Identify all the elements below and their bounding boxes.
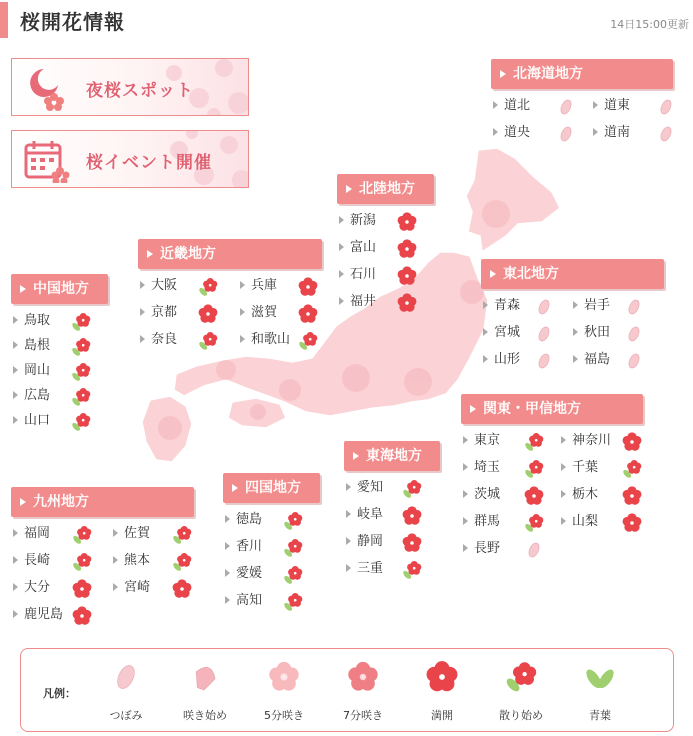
arrow-icon: [561, 490, 566, 498]
pref-name: 徳島: [236, 512, 263, 527]
region-kinki: [138, 239, 322, 356]
pref-item[interactable]: [140, 275, 234, 297]
pref-item[interactable]: [463, 538, 555, 560]
pref-list-hokkaido: [491, 95, 673, 149]
region-chugoku: [11, 274, 108, 435]
pref-name: 道央: [504, 125, 531, 140]
pref-name: 富山: [350, 240, 377, 255]
arrow-icon: [483, 328, 488, 336]
arrow-icon: [346, 483, 351, 491]
legend-item: [486, 659, 556, 723]
legend-item: [565, 659, 635, 723]
arrow-icon: [493, 128, 498, 136]
pref-item[interactable]: [573, 349, 657, 371]
arrow-icon: [140, 335, 145, 343]
pref-name: 宮崎: [124, 580, 151, 595]
pref-name: 茨城: [474, 487, 501, 502]
pref-name: 青森: [494, 298, 521, 313]
arrow-icon: [573, 355, 578, 363]
arrow-icon: [225, 542, 230, 550]
legend-label: つぼみ: [109, 709, 143, 722]
pref-item[interactable]: [346, 531, 436, 553]
pref-name: 福島: [584, 352, 611, 367]
legend-leaf-icon: [565, 659, 635, 695]
arrow-icon: [240, 281, 245, 289]
region-hokkaido: [491, 59, 673, 149]
pref-name: 千葉: [572, 460, 599, 475]
pref-name: 佐賀: [124, 526, 151, 541]
arrow-icon: [240, 335, 245, 343]
pref-item[interactable]: [346, 558, 436, 580]
arrow-icon: [561, 517, 566, 525]
pref-item[interactable]: [13, 410, 104, 432]
pref-name: 兵庫: [251, 278, 278, 293]
pref-list-kanto: [461, 430, 643, 565]
sakura-event-label: 桜イベント開催: [86, 153, 212, 173]
pref-name: 大阪: [151, 278, 178, 293]
arrow-icon: [113, 556, 118, 564]
arrow-icon: [113, 529, 118, 537]
pref-item[interactable]: [13, 310, 104, 332]
pref-item[interactable]: [13, 604, 107, 626]
pref-item[interactable]: [339, 237, 430, 259]
pref-item[interactable]: [339, 264, 430, 286]
pref-item[interactable]: [113, 523, 207, 545]
pref-name: 広島: [24, 388, 51, 403]
region-header-shikoku[interactable]: 四国地方: [223, 473, 320, 503]
pref-name: 道東: [604, 98, 631, 113]
region-shikoku: [223, 473, 320, 617]
arrow-icon: [13, 316, 18, 324]
region-tokai: [344, 441, 440, 585]
pref-name: 和歌山: [251, 332, 291, 347]
legend-seven-icon: [328, 659, 398, 695]
legend-item: [249, 659, 319, 723]
pref-name: 東京: [474, 433, 501, 448]
pref-name: 栃木: [572, 487, 599, 502]
legend-label: 咲き始め: [183, 709, 227, 722]
pref-item[interactable]: [483, 349, 567, 371]
region-header-hokuriku[interactable]: 北陸地方: [337, 174, 434, 204]
pref-name: 岡山: [24, 363, 51, 378]
arrow-icon: [13, 556, 18, 564]
arrow-icon: [13, 610, 18, 618]
pref-item[interactable]: [573, 322, 657, 344]
pref-list-tokai: [344, 477, 440, 585]
arrow-icon: [346, 564, 351, 572]
region-header-hokkaido[interactable]: 北海道地方: [491, 59, 673, 89]
pref-name: 秋田: [584, 325, 611, 340]
arrow-icon: [225, 515, 230, 523]
arrow-icon: [561, 463, 566, 471]
arrow-icon: [463, 544, 468, 552]
pref-item[interactable]: [225, 563, 316, 585]
region-tohoku: [481, 259, 664, 376]
pref-item[interactable]: [140, 329, 234, 351]
pref-item[interactable]: [225, 536, 316, 558]
pref-item[interactable]: [225, 590, 316, 612]
arrow-icon: [346, 537, 351, 545]
legend-label: 5分咲き: [264, 709, 304, 722]
pref-item[interactable]: [483, 295, 567, 317]
legend-item: [407, 659, 477, 723]
region-header-chugoku[interactable]: 中国地方: [11, 274, 108, 304]
pref-item[interactable]: [346, 477, 436, 499]
arrow-icon: [593, 101, 598, 109]
arrow-icon: [13, 391, 18, 399]
pref-name: 山口: [24, 413, 51, 428]
arrow-icon: [483, 355, 488, 363]
region-kyushu: [11, 487, 194, 631]
pref-list-kinki: [138, 275, 322, 356]
pref-item[interactable]: [561, 484, 653, 506]
pref-name: 香川: [236, 539, 263, 554]
arrow-icon: [13, 341, 18, 349]
arrow-icon: [113, 583, 118, 591]
pref-item[interactable]: [493, 95, 587, 117]
legend-title: 凡例：: [43, 687, 76, 700]
arrow-icon: [463, 517, 468, 525]
pref-item[interactable]: [593, 95, 687, 117]
pref-item[interactable]: [13, 335, 104, 357]
night-sakura-label: 夜桜スポット: [86, 81, 194, 101]
pref-item[interactable]: [240, 302, 334, 324]
arrow-icon: [339, 270, 344, 278]
arrow-icon: [463, 490, 468, 498]
legend-label: 散り始め: [499, 709, 543, 722]
pref-name: 大分: [24, 580, 51, 595]
pref-name: 鳥取: [24, 313, 51, 328]
pref-item[interactable]: [561, 457, 653, 479]
arrow-icon: [561, 436, 566, 444]
pref-name: 石川: [350, 267, 377, 282]
pref-item[interactable]: [463, 430, 555, 452]
legend-bud-icon: [91, 659, 161, 695]
legend-label: 満開: [431, 709, 453, 722]
pref-item[interactable]: [483, 322, 567, 344]
pref-item[interactable]: [13, 523, 107, 545]
pref-item[interactable]: [140, 302, 234, 324]
pref-name: 三重: [357, 561, 384, 576]
pref-name: 山形: [494, 352, 521, 367]
pref-name: 愛知: [357, 480, 384, 495]
pref-name: 京都: [151, 305, 178, 320]
pref-item[interactable]: [13, 360, 104, 382]
legend-falling-icon: [486, 659, 556, 695]
region-header-kanto[interactable]: 関東・甲信地方: [461, 394, 643, 424]
pref-item[interactable]: [339, 210, 430, 232]
pref-item[interactable]: [225, 509, 316, 531]
arrow-icon: [339, 243, 344, 251]
pref-item[interactable]: [463, 457, 555, 479]
arrow-icon: [493, 101, 498, 109]
pref-name: 神奈川: [572, 433, 612, 448]
pref-name: 道北: [504, 98, 531, 113]
pref-item[interactable]: [240, 329, 334, 351]
pref-name: 島根: [24, 338, 51, 353]
pref-list-hokuriku: [337, 210, 434, 318]
pref-name: 愛媛: [236, 566, 263, 581]
arrow-icon: [13, 583, 18, 591]
arrow-icon: [483, 301, 488, 309]
region-hokuriku: [337, 174, 434, 318]
pref-name: 長野: [474, 541, 501, 556]
pref-item[interactable]: [463, 511, 555, 533]
pref-name: 滋賀: [251, 305, 278, 320]
pref-item[interactable]: [13, 577, 107, 599]
pref-name: 奈良: [151, 332, 178, 347]
pref-name: 埼玉: [474, 460, 501, 475]
legend-item: [328, 659, 398, 723]
region-header-kinki[interactable]: 近畿地方: [138, 239, 322, 269]
region-header-tohoku[interactable]: 東北地方: [481, 259, 664, 289]
pref-item[interactable]: [240, 275, 334, 297]
region-header-tokai[interactable]: 東海地方: [344, 441, 440, 471]
pref-item[interactable]: [561, 430, 653, 452]
legend-full-icon: [407, 659, 477, 695]
arrow-icon: [240, 308, 245, 316]
pref-list-tohoku: [481, 295, 664, 376]
pref-name: 新潟: [350, 213, 377, 228]
pref-name: 岐阜: [357, 507, 384, 522]
pref-name: 群馬: [474, 514, 501, 529]
arrow-icon: [13, 529, 18, 537]
pref-name: 静岡: [357, 534, 384, 549]
arrow-icon: [463, 436, 468, 444]
update-time: 14日15:00更新: [610, 18, 689, 31]
pref-item[interactable]: [113, 550, 207, 572]
pref-item[interactable]: [463, 484, 555, 506]
legend-item: [170, 659, 240, 723]
arrow-icon: [13, 366, 18, 374]
arrow-icon: [140, 281, 145, 289]
arrow-icon: [339, 297, 344, 305]
region-header-kyushu[interactable]: 九州地方: [11, 487, 194, 517]
pref-name: 福井: [350, 294, 377, 309]
pref-item[interactable]: [561, 511, 653, 533]
arrow-icon: [573, 328, 578, 336]
pref-list-chugoku: [11, 310, 108, 435]
page-title: 桜開花情報: [20, 10, 125, 34]
pref-item[interactable]: [113, 577, 207, 599]
arrow-icon: [339, 216, 344, 224]
legend-start-icon: [170, 659, 240, 695]
arrow-icon: [346, 510, 351, 518]
pref-list-kyushu: [11, 523, 194, 631]
pref-name: 岩手: [584, 298, 611, 313]
pref-list-shikoku: [223, 509, 320, 617]
pref-item[interactable]: [13, 550, 107, 572]
pref-name: 長崎: [24, 553, 51, 568]
pref-item[interactable]: [573, 295, 657, 317]
legend-label: 青葉: [589, 709, 611, 722]
arrow-icon: [463, 463, 468, 471]
arrow-icon: [225, 596, 230, 604]
pref-item[interactable]: [493, 122, 587, 144]
legend-label: 7分咲き: [343, 709, 383, 722]
arrow-icon: [13, 416, 18, 424]
pref-name: 福岡: [24, 526, 51, 541]
arrow-icon: [593, 128, 598, 136]
legend-item: [91, 659, 161, 723]
region-kanto: [461, 394, 643, 565]
arrow-icon: [225, 569, 230, 577]
arrow-icon: [140, 308, 145, 316]
arrow-icon: [573, 301, 578, 309]
pref-item[interactable]: [346, 504, 436, 526]
pref-name: 道南: [604, 125, 631, 140]
pref-name: 宮城: [494, 325, 521, 340]
pref-name: 熊本: [124, 553, 151, 568]
pref-item[interactable]: [339, 291, 430, 313]
pref-item[interactable]: [13, 385, 104, 407]
legend-five-icon: [249, 659, 319, 695]
pref-name: 山梨: [572, 514, 599, 529]
map-hokkaido: [466, 148, 560, 252]
pref-item[interactable]: [593, 122, 687, 144]
legend: [20, 648, 674, 732]
pref-name: 鹿児島: [24, 607, 64, 622]
pref-name: 高知: [236, 593, 263, 608]
